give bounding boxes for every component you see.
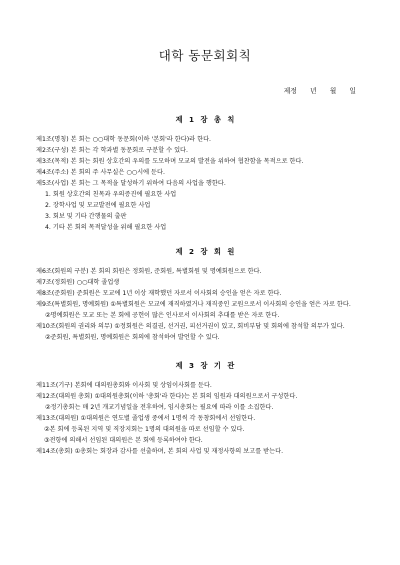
article-9-clause-2: ②명예회원은 모교 또는 본 회에 공헌이 많은 인사로서 이사회의 추대를 받은 자로 한다. (45, 312, 280, 319)
document-title: 대학 동문회회칙 (158, 48, 252, 63)
chapter-2-heading: 제 2 장 회 원 (175, 247, 235, 256)
article-10: 제10조(회원의 권리와 의무) ①정회원은 의결권, 선거권, 피선거권이 있고, 회비부담 및 회의에 참석할 의무가 있다. (36, 323, 345, 330)
article-11: 제11조(기구) 본회에 대의원총회와 이사회 및 상임이사회를 둔다. (36, 382, 212, 389)
article-14: 제14조(총회) ①총회는 회장과 감사를 선출하며, 본 회의 사업 및 재정사항의 보고를 받는다. (36, 448, 284, 455)
article-4: 제4조(주소) 본 회의 주 사무실은 ○○시에 둔다. (36, 169, 165, 176)
article-5-item-1: 1. 회원 상호간의 친목과 우의증진에 필요한 사업 (45, 191, 177, 198)
chapter-3-heading: 제 3 장 기 관 (175, 361, 235, 370)
article-13-clause-2: ②본 회에 등록된 지역 및 직장지회는 1명의 대의원을 따로 선임할 수 있다. (44, 426, 245, 433)
article-3: 제3조(목적) 본 회는 회원 상호간의 우의를 도모하며 모교의 발전을 위하여 협찬함을 목적으로 한다. (36, 158, 304, 165)
article-5: 제5조(사업) 본 회는 그 목적을 달성하기 위하여 다음의 사업을 행한다. (36, 180, 226, 187)
article-5-item-3: 3. 회보 및 기타 간행물의 출판 (45, 213, 127, 220)
chapter-1-heading: 제 1 장 총 칙 (175, 115, 235, 124)
enactment-date-line: 제정 년 월 일 (283, 87, 356, 95)
article-5-item-4: 4. 기타 본 회의 목적달성을 위해 필요한 사업 (45, 224, 167, 231)
article-9: 제9조(특별회원, 명예회원) ①특별회원은 모교에 재직하였거나 재직중인 교원으로서 이사회의 승인을 얻은 자로 한다. (36, 301, 351, 308)
article-2: 제2조(구성) 본 회는 각 학과별 동문회로 구분할 수 있다. (36, 147, 188, 154)
article-1: 제1조(명칭) 본 회는 ○○대학 동문회(이하 '본회'라 한다)라 한다. (36, 136, 212, 143)
article-6: 제6조(회원의 구분) 본 회의 회원은 정회원, 준회원, 특별회원 및 명예회원으로 한다. (36, 268, 262, 275)
article-8: 제8조(준회원) 준회원은 모교에 1년 이상 재학했던 자로서 이사회의 승인을 얻은 자로 한다. (36, 290, 282, 297)
article-7: 제7조(정회원) ○○대학 졸업생 (36, 279, 120, 286)
article-13: 제13조(대의원) ①대의원은 연도별 졸업생 중에서 1명씩 각 동창회에서 선임한다. (36, 415, 256, 422)
article-5-item-2: 2. 장학사업 및 모교발전에 필요한 사업 (45, 202, 151, 209)
article-10-clause-2: ②준회원, 특별회원, 명예회원은 회의에 참석하여 발언할 수 있다. (45, 334, 220, 341)
article-13-clause-3: ③전항에 의해서 선임된 대의원은 본 회에 등록하여야 한다. (44, 437, 203, 444)
article-12: 제12조(대의원 총회) ①대의원총회(이하 '총회'라 한다)는 본 회의 임원과 대의원으로서 구성한다. (36, 393, 298, 400)
article-12-clause-2: ②정기총회는 매 2년 개교기념일을 전후하여, 임시총회는 필요에 따라 이를 소집한다. (45, 404, 274, 411)
